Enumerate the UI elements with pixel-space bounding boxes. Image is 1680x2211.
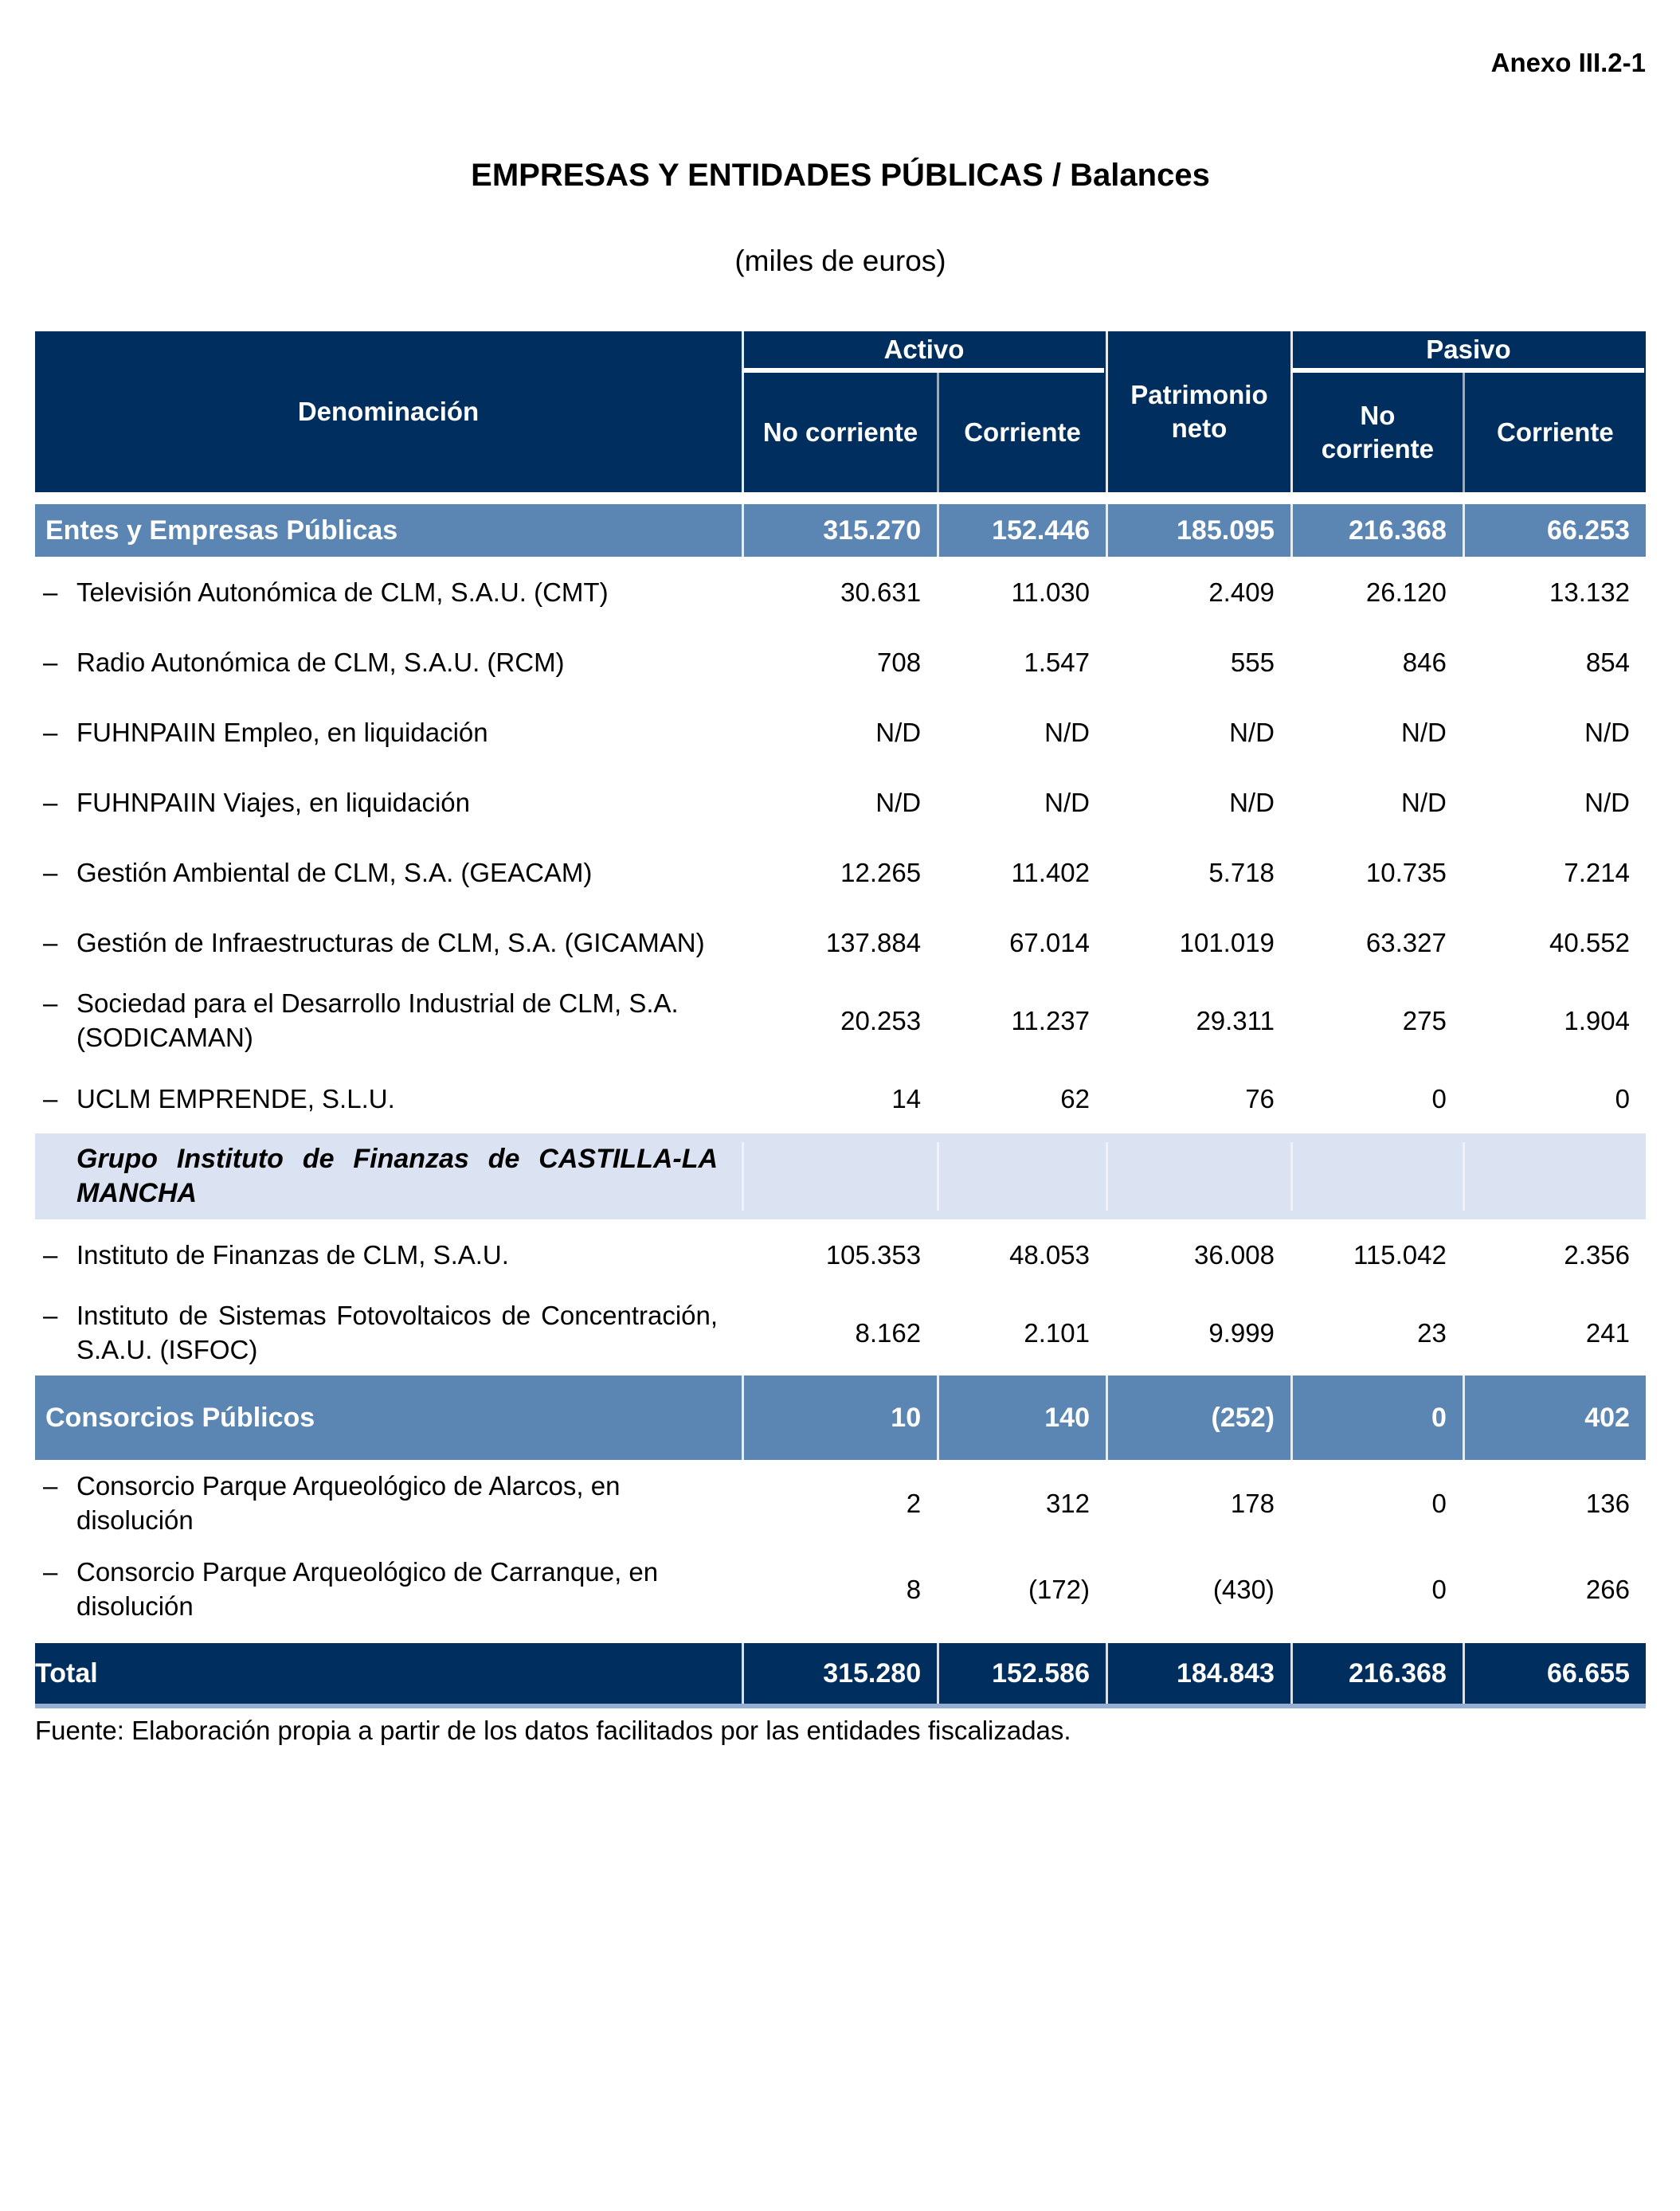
row-label (35, 1643, 742, 1704)
cell-activo-no-corriente: 2 (906, 1488, 922, 1518)
row-label-text: FUHNPAIIN Empleo, en liquidación (76, 717, 488, 747)
annex-label: Anexo III.2-1 (1490, 48, 1646, 77)
cell-patrimonio-neto: 36.008 (1193, 1239, 1275, 1270)
row-label (35, 776, 742, 828)
detail-row (35, 907, 1646, 977)
row-label-text: Entes y Empresas Públicas (45, 515, 398, 546)
cell-pasivo-no-corriente: 0 (1431, 1574, 1447, 1604)
cell-patrimonio-neto: 178 (1230, 1488, 1275, 1518)
section-row (35, 1376, 1646, 1460)
row-label (35, 846, 742, 898)
detail-row (35, 837, 1646, 907)
cell-pasivo-no-corriente: N/D (1401, 717, 1447, 747)
detail-row (35, 1460, 1646, 1546)
cell-activo-no-corriente: 20.253 (840, 1005, 922, 1035)
cell-patrimonio-neto (1106, 1142, 1290, 1211)
cell-pasivo-corriente: 66.655 (1463, 1643, 1646, 1704)
cell-patrimonio-neto: N/D (1229, 717, 1275, 747)
cell-patrimonio-neto: 9.999 (1208, 1317, 1275, 1348)
dash-bullet: – (43, 1471, 58, 1501)
cell-activo-no-corriente: 14 (891, 1083, 922, 1113)
detail-row (35, 697, 1646, 767)
cell-activo-no-corriente: 12.265 (840, 857, 922, 887)
cell-pasivo-corriente: 402 (1463, 1376, 1646, 1460)
row-label-text: Instituto de Sistemas Fotovoltaicos de Concentración, S.A.U. (ISFOC) (76, 1301, 719, 1364)
cell-patrimonio-neto: 76 (1245, 1083, 1275, 1113)
cell-pasivo-no-corriente: N/D (1401, 787, 1447, 817)
cell-activo-no-corriente: 315.270 (742, 504, 937, 557)
cell-activo-corriente: 2.101 (1024, 1317, 1090, 1348)
cell-pasivo-corriente: 2.356 (1564, 1239, 1630, 1270)
dash-bullet: – (43, 988, 58, 1018)
cell-activo-corriente: 1.547 (1024, 647, 1090, 677)
cell-pasivo-corriente: 40.552 (1549, 927, 1630, 957)
cell-activo-no-corriente: 137.884 (825, 927, 922, 957)
cell-pasivo-no-corriente (1290, 1142, 1463, 1211)
cell-patrimonio-neto: 29.311 (1196, 1005, 1275, 1035)
row-label-text: Total (35, 1657, 98, 1689)
header-activo-no-corriente: No corriente (742, 373, 937, 492)
dash-bullet: – (43, 577, 58, 607)
detail-row (35, 1546, 1646, 1632)
row-label-text: Grupo Instituto de Finanzas de CASTILLA-LA MANCHA (76, 1144, 719, 1208)
cell-activo-no-corriente: N/D (875, 787, 922, 817)
cell-pasivo-corriente: 7.214 (1564, 857, 1630, 887)
dash-bullet: – (43, 1083, 58, 1113)
cell-activo-corriente: 11.030 (1011, 577, 1090, 607)
cell-activo-no-corriente: 30.631 (840, 577, 922, 607)
cell-activo-no-corriente (742, 1142, 937, 1211)
cell-patrimonio-neto: (252) (1106, 1376, 1290, 1460)
cell-activo-no-corriente: 105.353 (825, 1239, 922, 1270)
page-title: EMPRESAS Y ENTIDADES PÚBLICAS / Balances (471, 158, 1210, 193)
row-label (35, 504, 742, 557)
group-row (35, 1133, 1646, 1219)
cell-patrimonio-neto: 184.843 (1106, 1643, 1290, 1704)
cell-pasivo-corriente: 66.253 (1463, 504, 1646, 557)
cell-activo-no-corriente: 315.280 (742, 1643, 937, 1704)
cell-patrimonio-neto: (430) (1212, 1574, 1275, 1604)
total-row (35, 1643, 1646, 1708)
cell-pasivo-corriente: 1.904 (1564, 1005, 1630, 1035)
row-label (35, 1142, 742, 1211)
page-subtitle: (miles de euros) (734, 245, 946, 277)
cell-activo-corriente: (172) (1028, 1574, 1090, 1604)
section-row (35, 504, 1646, 557)
dash-bullet: – (43, 647, 58, 677)
cell-activo-corriente: N/D (1044, 787, 1090, 817)
row-label-text: Radio Autonómica de CLM, S.A.U. (RCM) (76, 647, 565, 677)
cell-activo-corriente (937, 1142, 1106, 1211)
cell-activo-corriente: 312 (1045, 1488, 1090, 1518)
cell-pasivo-no-corriente: 0 (1431, 1488, 1447, 1518)
detail-row (35, 627, 1646, 697)
row-label (35, 1376, 742, 1460)
table-header (35, 331, 1646, 492)
header-activo-corriente: Corriente (937, 373, 1106, 492)
cell-pasivo-corriente (1463, 1142, 1646, 1211)
cell-pasivo-no-corriente: 26.120 (1365, 577, 1447, 607)
header-pasivo: Pasivo (1290, 331, 1644, 373)
header-patrimonio-neto: Patrimonio neto (1106, 331, 1290, 492)
row-label (35, 1228, 742, 1281)
detail-row (35, 557, 1646, 627)
table-body (35, 504, 1646, 1708)
row-label (35, 706, 742, 758)
cell-activo-corriente: 152.586 (937, 1643, 1106, 1704)
row-label (35, 1298, 742, 1367)
cell-pasivo-corriente: 0 (1615, 1083, 1630, 1113)
row-label-text: UCLM EMPRENDE, S.L.U. (76, 1083, 395, 1113)
cell-activo-corriente: 140 (937, 1376, 1106, 1460)
header-activo: Activo (742, 331, 1104, 373)
cell-pasivo-no-corriente: 0 (1290, 1376, 1463, 1460)
cell-pasivo-corriente: 136 (1585, 1488, 1630, 1518)
balance-table (35, 331, 1646, 1708)
cell-activo-no-corriente: N/D (875, 717, 922, 747)
cell-activo-corriente: 48.053 (1009, 1239, 1090, 1270)
dash-bullet: – (43, 857, 58, 887)
cell-patrimonio-neto: 5.718 (1208, 857, 1275, 887)
cell-patrimonio-neto: 555 (1230, 647, 1275, 677)
row-label (35, 636, 742, 688)
row-label-text: Televisión Autonómica de CLM, S.A.U. (CMT) (76, 577, 609, 607)
detail-row (35, 767, 1646, 837)
cell-pasivo-corriente: 854 (1585, 647, 1630, 677)
cell-activo-no-corriente: 10 (742, 1376, 937, 1460)
detail-row (35, 1219, 1646, 1289)
row-label-text: Instituto de Finanzas de CLM, S.A.U. (76, 1239, 509, 1270)
cell-pasivo-corriente: N/D (1584, 787, 1630, 817)
detail-row (35, 1063, 1646, 1133)
dash-bullet: – (43, 717, 58, 747)
cell-pasivo-no-corriente: 0 (1431, 1083, 1447, 1113)
cell-activo-corriente: 152.446 (937, 504, 1106, 557)
row-label (35, 1555, 742, 1623)
detail-row (35, 1289, 1646, 1376)
cell-pasivo-no-corriente: 23 (1417, 1317, 1447, 1348)
cell-pasivo-no-corriente: 216.368 (1290, 1643, 1463, 1704)
source-note: Fuente: Elaboración propia a partir de los datos facilitados por las entidades fiscalizadas. (35, 1716, 1071, 1745)
header-pasivo-no-corriente: No corriente (1290, 373, 1463, 492)
cell-patrimonio-neto: 185.095 (1106, 504, 1290, 557)
row-label-text: Gestión Ambiental de CLM, S.A. (GEACAM) (76, 857, 593, 887)
cell-activo-corriente: 67.014 (1009, 927, 1090, 957)
cell-pasivo-no-corriente: 63.327 (1365, 927, 1447, 957)
cell-pasivo-corriente: 13.132 (1549, 577, 1630, 607)
cell-patrimonio-neto: N/D (1229, 787, 1275, 817)
row-spacer (35, 1632, 1646, 1643)
cell-patrimonio-neto: 101.019 (1179, 927, 1275, 957)
header-pasivo-corriente: Corriente (1463, 373, 1646, 492)
row-label (35, 565, 742, 618)
cell-activo-no-corriente: 708 (877, 647, 922, 677)
dash-bullet: – (43, 787, 58, 817)
row-label-text: FUHNPAIIN Viajes, en liquidación (76, 787, 471, 817)
row-label (35, 916, 742, 969)
dash-bullet: – (43, 1557, 58, 1587)
cell-pasivo-corriente: 266 (1585, 1574, 1630, 1604)
row-label-text: Gestión de Infraestructuras de CLM, S.A. (GICAMAN) (76, 927, 705, 957)
cell-activo-corriente: 11.237 (1011, 1005, 1090, 1035)
row-label-text: Sociedad para el Desarrollo Industrial de CLM, S.A. (SODICAMAN) (76, 988, 679, 1052)
cell-pasivo-corriente: N/D (1584, 717, 1630, 747)
cell-pasivo-corriente: 241 (1585, 1317, 1630, 1348)
row-label (35, 1469, 742, 1537)
row-label-text: Consorcios Públicos (45, 1402, 315, 1433)
cell-activo-corriente: N/D (1044, 717, 1090, 747)
row-label (35, 986, 742, 1055)
dash-bullet: – (43, 1301, 58, 1330)
cell-patrimonio-neto: 2.409 (1208, 577, 1275, 607)
header-gap (35, 492, 1646, 504)
row-label-text: Consorcio Parque Arqueológico de Alarcos, en disolución (76, 1471, 621, 1535)
dash-bullet: – (43, 927, 58, 957)
detail-row (35, 977, 1646, 1063)
cell-pasivo-no-corriente: 115.042 (1353, 1239, 1447, 1270)
cell-activo-no-corriente: 8.162 (855, 1317, 922, 1348)
cell-activo-corriente: 62 (1060, 1083, 1090, 1113)
cell-pasivo-no-corriente: 216.368 (1290, 504, 1463, 557)
row-label-text: Consorcio Parque Arqueológico de Carranque, en disolución (76, 1557, 659, 1621)
cell-pasivo-no-corriente: 846 (1402, 647, 1447, 677)
dash-bullet: – (43, 1239, 58, 1270)
cell-activo-corriente: 11.402 (1011, 857, 1090, 887)
cell-activo-no-corriente: 8 (906, 1574, 922, 1604)
header-denominacion: Denominación (297, 397, 480, 426)
row-label (35, 1072, 742, 1125)
cell-pasivo-no-corriente: 275 (1402, 1005, 1447, 1035)
cell-pasivo-no-corriente: 10.735 (1365, 857, 1447, 887)
